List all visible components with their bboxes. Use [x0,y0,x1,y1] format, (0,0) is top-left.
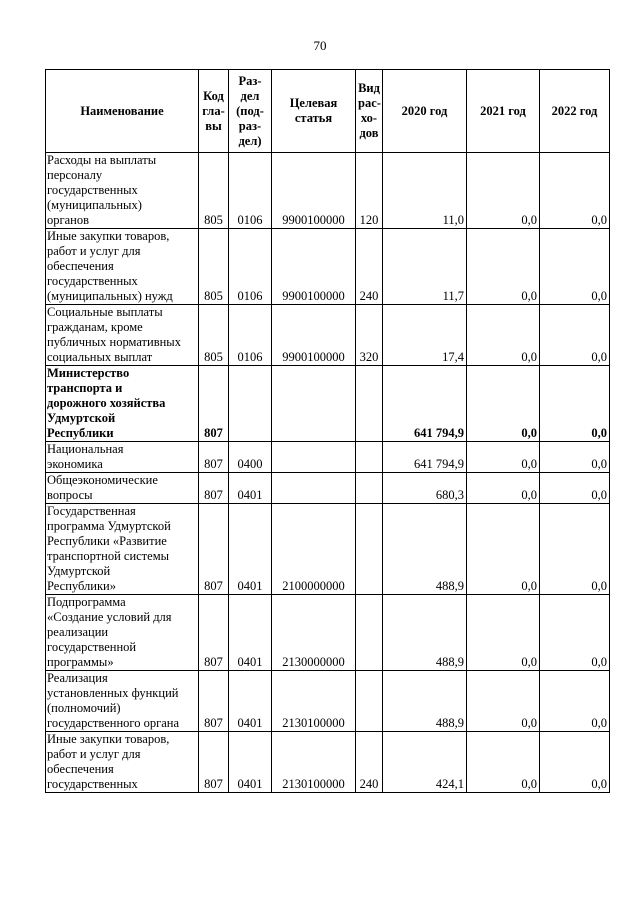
header-2022: 2022 год [540,70,610,153]
row-2022: 0,0 [540,305,610,366]
row-2022: 0,0 [540,153,610,229]
row-type: 240 [356,229,383,305]
row-2022: 0,0 [540,671,610,732]
row-target: 9900100000 [272,229,356,305]
row-2021: 0,0 [467,504,540,595]
table-row [46,504,610,595]
row-code: 805 [199,229,229,305]
header-section: Раз- дел (под- раз- дел) [229,70,272,153]
row-code: 807 [199,732,229,793]
row-2022: 0,0 [540,595,610,671]
table-row [46,473,610,504]
row-target [272,442,356,473]
row-type [356,595,383,671]
row-2021: 0,0 [467,229,540,305]
row-code: 805 [199,153,229,229]
row-code: 807 [199,504,229,595]
page-number: 70 [313,38,327,53]
row-2022: 0,0 [540,366,610,442]
row-2022: 0,0 [540,504,610,595]
table-row [46,153,610,229]
row-section [229,366,272,442]
row-target: 2100000000 [272,504,356,595]
row-type [356,504,383,595]
row-name: Иные закупки товаров, работ и услуг для обеспечения государственных [46,732,199,793]
row-2021: 0,0 [467,595,540,671]
row-target: 9900100000 [272,305,356,366]
row-code: 807 [199,671,229,732]
row-type [356,442,383,473]
row-2021: 0,0 [467,153,540,229]
row-2021: 0,0 [467,732,540,793]
row-name: Иные закупки товаров, работ и услуг для обеспечения государственных (муниципальных) нужд [46,229,199,305]
row-name: Подпрограмма «Создание условий для реализации государственной программы» [46,595,199,671]
row-2020: 17,4 [383,305,467,366]
row-2021: 0,0 [467,305,540,366]
row-target: 9900100000 [272,153,356,229]
table-row [46,305,610,366]
row-2021: 0,0 [467,366,540,442]
row-code: 807 [199,595,229,671]
row-name: Реализация установленных функций (полномочий) государственного органа [46,671,199,732]
row-code: 807 [199,442,229,473]
row-section: 0401 [229,671,272,732]
row-section: 0106 [229,153,272,229]
row-target: 2130000000 [272,595,356,671]
row-2020: 641 794,9 [383,442,467,473]
row-code: 805 [199,305,229,366]
table-header-row [46,70,610,153]
row-type: 240 [356,732,383,793]
row-2022: 0,0 [540,229,610,305]
table-row [46,671,610,732]
row-name: Социальные выплаты гражданам, кроме публичных нормативных социальных выплат [46,305,199,366]
header-2021: 2021 год [467,70,540,153]
row-2020: 488,9 [383,671,467,732]
row-section: 0401 [229,732,272,793]
row-target: 2130100000 [272,732,356,793]
row-code: 807 [199,366,229,442]
row-type [356,366,383,442]
table-row [46,595,610,671]
row-type [356,473,383,504]
header-2020: 2020 год [383,70,467,153]
row-2021: 0,0 [467,671,540,732]
table-row [46,732,610,793]
row-section: 0401 [229,504,272,595]
row-target: 2130100000 [272,671,356,732]
row-2022: 0,0 [540,732,610,793]
row-target [272,366,356,442]
row-target [272,473,356,504]
row-2020: 424,1 [383,732,467,793]
row-2022: 0,0 [540,442,610,473]
row-section: 0401 [229,595,272,671]
row-type [356,671,383,732]
table-row [46,442,610,473]
header-code: Код гла- вы [199,70,229,153]
row-type: 120 [356,153,383,229]
row-name: Расходы на выплаты персоналу государственных (муниципальных) органов [46,153,199,229]
row-2020: 488,9 [383,595,467,671]
table-row [46,229,610,305]
row-2020: 680,3 [383,473,467,504]
row-2021: 0,0 [467,473,540,504]
row-name: Министерство транспорта и дорожного хозяйства Удмуртской Республики [46,366,199,442]
header-type: Вид рас- хо- дов [356,70,383,153]
row-name: Национальная экономика [46,442,199,473]
row-2020: 11,7 [383,229,467,305]
table-row [46,366,610,442]
row-section: 0106 [229,305,272,366]
row-section: 0401 [229,473,272,504]
header-target: Целевая статья [272,70,356,153]
header-name: Наименование [46,70,199,153]
row-name: Общеэкономические вопросы [46,473,199,504]
row-2022: 0,0 [540,473,610,504]
row-name: Государственная программа Удмуртской Республики «Развитие транспортной системы Удмуртской Республики» [46,504,199,595]
row-2020: 11,0 [383,153,467,229]
row-section: 0400 [229,442,272,473]
budget-table [45,69,610,793]
row-code: 807 [199,473,229,504]
row-2020: 488,9 [383,504,467,595]
row-2020: 641 794,9 [383,366,467,442]
row-section: 0106 [229,229,272,305]
row-2021: 0,0 [467,442,540,473]
row-type: 320 [356,305,383,366]
